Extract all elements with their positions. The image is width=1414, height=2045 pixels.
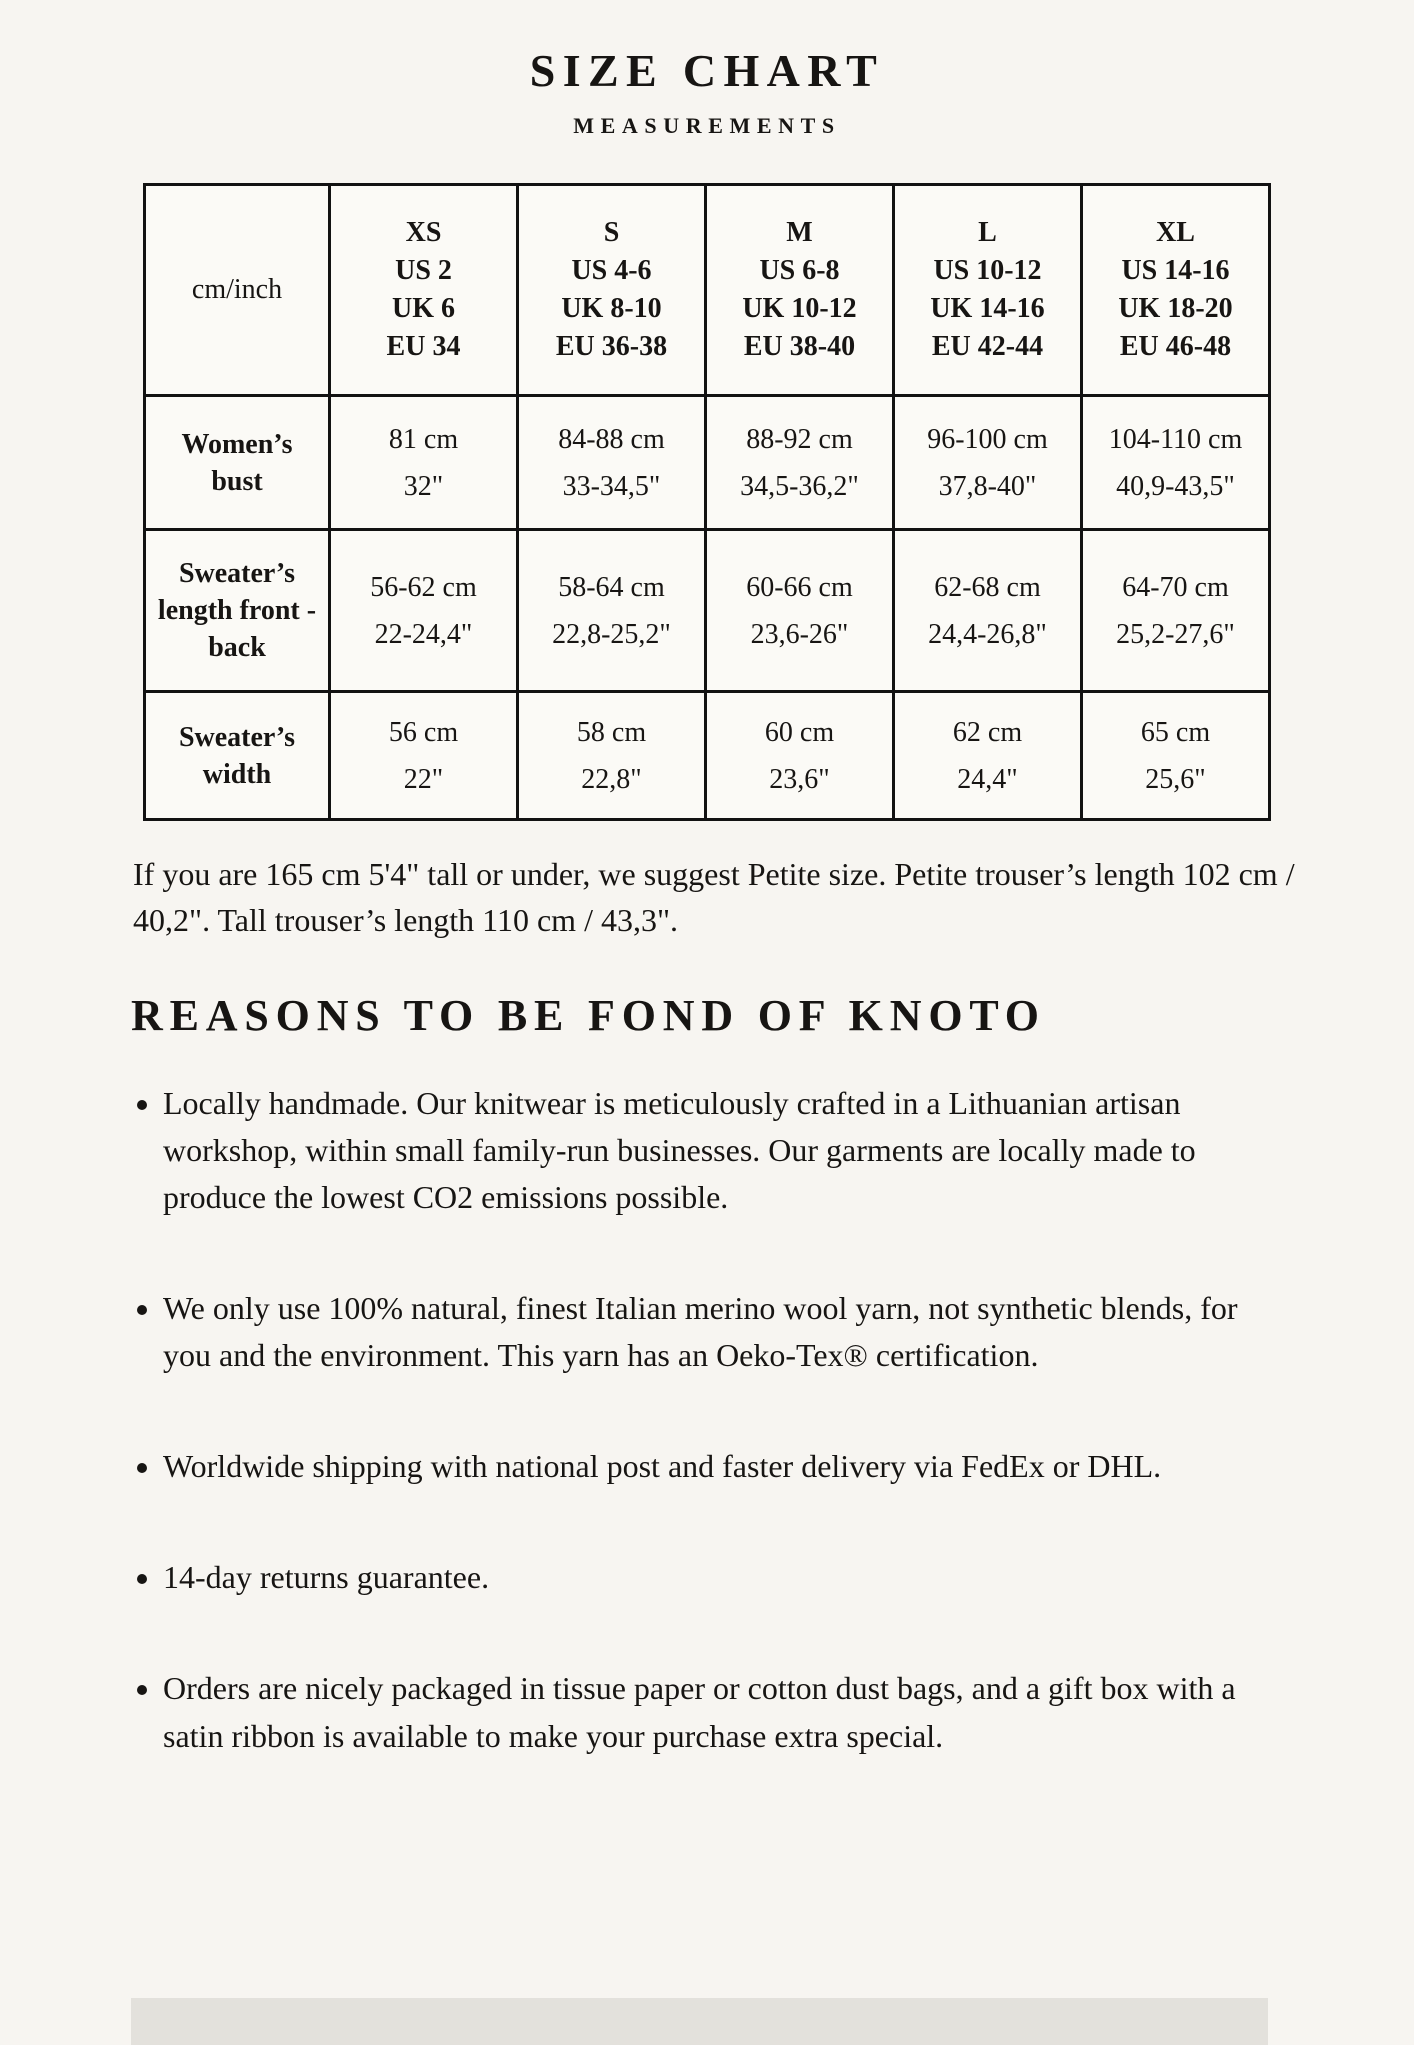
reason-item-locally-handmade: • Locally handmade. Our knitwear is meticulously crafted in a Lithuanian artisan workshop, within small family-run businesses. Our garments are locally made to produce the lowest CO2 emissions possible. xyxy=(163,1080,1293,1221)
size-eu: EU 36-38 xyxy=(555,331,668,363)
value-cm: 58-64 cm xyxy=(558,571,665,603)
value-inch: 24,4-26,8" xyxy=(928,618,1047,650)
value-inch: 25,2-27,6" xyxy=(1116,618,1235,650)
table-header-cell-xl xyxy=(1082,185,1270,396)
table-cell xyxy=(894,692,1082,820)
table-row-label: Women’s bust xyxy=(145,396,330,530)
table-row-label: Sweater’s width xyxy=(145,692,330,820)
value-cm: 64-70 cm xyxy=(1122,571,1229,603)
size-uk: UK 8-10 xyxy=(561,293,662,325)
table-cell xyxy=(1082,396,1270,530)
table-header-cell-xs xyxy=(330,185,518,396)
size-uk: UK 18-20 xyxy=(1118,293,1233,325)
size-name: M xyxy=(786,217,813,249)
size-uk: UK 6 xyxy=(392,293,455,325)
table-row-bust xyxy=(145,396,1270,530)
page-title: SIZE CHART xyxy=(529,45,885,96)
bottom-section-bar xyxy=(131,1998,1268,2045)
value-cm: 60 cm xyxy=(764,716,835,748)
table-row-label: Sweater’s length front - back xyxy=(145,530,330,692)
value-cm: 60-66 cm xyxy=(746,571,853,603)
size-name: XL xyxy=(1156,217,1195,249)
size-uk: UK 10-12 xyxy=(742,293,857,325)
size-uk: UK 14-16 xyxy=(930,293,1045,325)
table-header-row xyxy=(145,185,1270,396)
size-eu: EU 38-40 xyxy=(743,331,856,363)
size-us: US 6-8 xyxy=(759,255,840,287)
corner-label: cm/inch xyxy=(191,274,283,306)
value-cm: 56 cm xyxy=(388,716,459,748)
value-inch: 25,6" xyxy=(1145,763,1206,795)
table-cell xyxy=(706,396,894,530)
size-eu: EU 34 xyxy=(386,331,461,363)
table-row-width xyxy=(145,692,1270,820)
value-cm: 65 cm xyxy=(1140,716,1211,748)
value-inch: 22" xyxy=(403,763,444,795)
size-chart-page xyxy=(0,45,1414,2045)
reason-item-worldwide-shipping: • Worldwide shipping with national post and faster delivery via FedEx or DHL. xyxy=(163,1443,1293,1490)
value-inch: 32" xyxy=(403,470,444,502)
value-cm: 58 cm xyxy=(576,716,647,748)
size-us: US 14-16 xyxy=(1121,255,1230,287)
value-cm: 81 cm xyxy=(388,423,459,455)
size-us: US 2 xyxy=(395,255,452,287)
value-inch: 23,6-26" xyxy=(750,618,849,650)
table-corner-cell xyxy=(145,185,330,396)
value-inch: 40,9-43,5" xyxy=(1116,470,1235,502)
table-cell xyxy=(894,530,1082,692)
table-cell xyxy=(706,692,894,820)
reason-item-packaging: • Orders are nicely packaged in tissue paper or cotton dust bags, and a gift box with a satin ribbon is available to make your purchase extra special. xyxy=(163,1665,1293,1759)
table-cell xyxy=(330,530,518,692)
value-inch: 33-34,5" xyxy=(562,470,661,502)
table-header-cell-m xyxy=(706,185,894,396)
reason-item-natural-wool: • We only use 100% natural, finest Italian merino wool yarn, not synthetic blends, for you and the environment. This yarn has an Oeko-Tex® certification. xyxy=(163,1285,1293,1379)
value-inch: 37,8-40" xyxy=(938,470,1037,502)
size-name: XS xyxy=(405,217,442,249)
table-cell xyxy=(1082,530,1270,692)
value-inch: 22,8-25,2" xyxy=(552,618,671,650)
table-cell xyxy=(1082,692,1270,820)
size-chart-table xyxy=(143,183,1271,821)
value-cm: 88-92 cm xyxy=(746,423,853,455)
value-cm: 62-68 cm xyxy=(934,571,1041,603)
table-header-cell-l xyxy=(894,185,1082,396)
value-cm: 56-62 cm xyxy=(370,571,477,603)
reasons-heading: REASONS TO BE FOND OF KNOTO xyxy=(131,990,1046,1040)
size-us: US 4-6 xyxy=(571,255,652,287)
value-inch: 23,6" xyxy=(769,763,830,795)
reason-item-returns-guarantee: • 14-day returns guarantee. xyxy=(163,1554,1293,1601)
size-us: US 10-12 xyxy=(933,255,1042,287)
value-inch: 22,8" xyxy=(581,763,642,795)
value-inch: 22-24,4" xyxy=(374,618,473,650)
value-inch: 34,5-36,2" xyxy=(740,470,859,502)
value-cm: 84-88 cm xyxy=(558,423,665,455)
size-name: S xyxy=(603,217,620,249)
petite-size-note: If you are 165 cm 5'4" tall or under, we suggest Petite size. Petite trouser’s length 102 cm / 40,2". Tall trouser’s length 110 cm / 43,3". xyxy=(133,856,1295,939)
table-cell xyxy=(518,692,706,820)
table-row-length xyxy=(145,530,1270,692)
size-eu: EU 42-44 xyxy=(931,331,1044,363)
reasons-list xyxy=(133,1080,1293,1759)
size-eu: EU 46-48 xyxy=(1119,331,1232,363)
table-cell xyxy=(518,530,706,692)
table-header-cell-s xyxy=(518,185,706,396)
value-cm: 62 cm xyxy=(952,716,1023,748)
table-cell xyxy=(330,692,518,820)
table-cell xyxy=(518,396,706,530)
page-subtitle: MEASUREMENTS xyxy=(573,112,841,138)
value-inch: 24,4" xyxy=(957,763,1018,795)
table-cell xyxy=(330,396,518,530)
value-cm: 104-110 cm xyxy=(1108,423,1243,455)
value-cm: 96-100 cm xyxy=(927,423,1048,455)
table-cell xyxy=(894,396,1082,530)
table-cell xyxy=(706,530,894,692)
size-name: L xyxy=(978,217,997,249)
